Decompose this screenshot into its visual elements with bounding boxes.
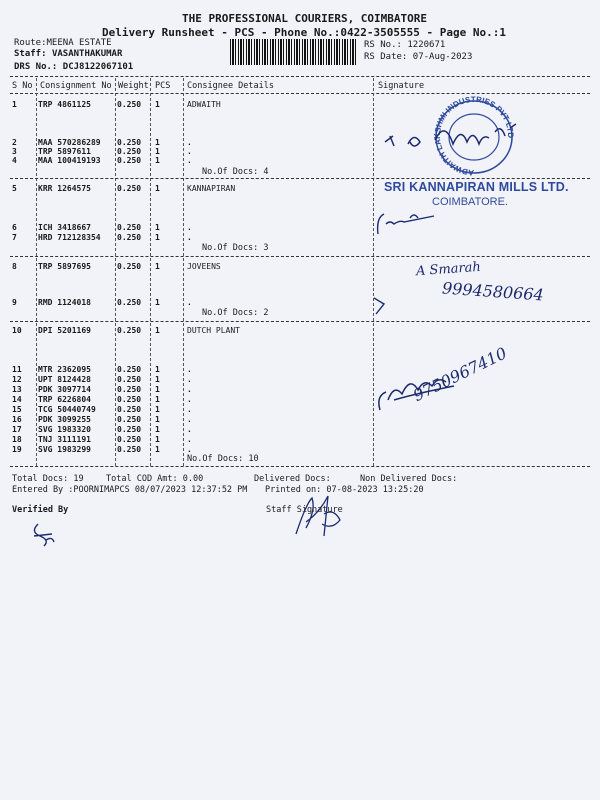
table-row-consignment: SVG 1983299 [38,445,91,454]
table-row-weight: 0.250 [117,262,142,271]
table-row-weight: 0.250 [117,435,142,444]
group-separator [10,321,590,322]
table-row-mark: . [187,425,192,434]
staff-line [14,49,122,59]
route-label: Route: [14,38,47,48]
rs-no-value: 1220671 [407,40,446,50]
docs-count: No.Of Docs: 3 [202,243,269,253]
table-row-pcs: 1 [155,223,160,232]
table-row-pcs: 1 [155,365,160,374]
table-row-weight: 0.250 [117,375,142,384]
table-row-pcs: 1 [155,425,160,434]
table-row-consignment: TRP 5897695 [38,262,91,271]
table-row-mark: . [187,405,192,414]
table-row-mark: . [187,147,192,156]
table-row-mark: . [187,156,192,165]
table-row-consignment: UPT 8124428 [38,375,91,384]
docs-count: No.Of Docs: 2 [202,308,269,318]
staff-value: VASANTHAKUMAR [51,49,123,59]
printed-on: Printed on: 07-08-2023 13:25:20 [265,485,424,495]
table-row-sno: 10 [12,326,22,335]
table-row-pcs: 1 [155,138,160,147]
col-consignment: Consignment No [40,81,112,91]
table-row-weight: 0.250 [117,415,142,424]
rs-date-line [364,52,472,62]
table-row-consignment: MAA 100419193 [38,156,101,165]
handwritten-phone-dutch-plant: 9750967410 [410,343,510,406]
entered-by: Entered By :POORNIMAPCS 08/07/2023 12:37:52 PM [12,485,248,495]
rs-no-label: RS No.: [364,40,402,50]
table-row-mark: . [187,445,192,454]
table-row-mark: . [187,395,192,404]
table-row-weight: 0.250 [117,147,142,156]
total-docs: Total Docs: 19 [12,474,84,484]
barcode [230,39,356,65]
table-row-weight: 0.250 [117,100,142,109]
kannapiran-stamp-line1: SRI KANNAPIRAN MILLS LTD. [384,180,569,194]
table-row-pcs: 1 [155,385,160,394]
table-row-sno: 14 [12,395,22,404]
table-row-sno: 6 [12,223,17,232]
table-row-sno: 18 [12,435,22,444]
route-value: MEENA ESTATE [46,38,112,48]
consignee-name: DUTCH PLANT [187,326,240,335]
table-row-weight: 0.250 [117,326,142,335]
consignee-name: KANNAPIRAN [187,184,236,193]
group-separator [10,256,590,257]
handwritten-name-joveens: A Smarah [415,259,482,280]
kannapiran-stamp-line2: COIMBATORE. [432,196,508,208]
route-line [14,38,112,48]
table-row-consignment: MAA 570286289 [38,138,101,147]
table-row-pcs: 1 [155,415,160,424]
verified-signature [30,518,60,548]
table-row-sno: 8 [12,262,17,271]
col-sep [36,78,37,466]
col-consignee: Consignee Details [187,81,274,91]
table-row-sno: 19 [12,445,22,454]
table-row-mark: . [187,223,192,232]
table-row-mark: . [187,385,192,394]
rs-no-line [364,40,445,50]
table-row-sno: 17 [12,425,22,434]
staff-signature-label: Staff Signature [266,505,343,515]
table-row-weight: 0.250 [117,395,142,404]
table-row-weight: 0.250 [117,298,142,307]
table-row-consignment: PDK 3099255 [38,415,91,424]
table-row-consignment: DPI 5201169 [38,326,91,335]
table-row-pcs: 1 [155,395,160,404]
drs-label: DRS No.: [14,62,58,72]
runsheet-title: Delivery Runsheet - PCS - Phone No.:0422-3505555 - Page No.:1 [102,26,506,39]
table-row-pcs: 1 [155,326,160,335]
col-sep [183,78,184,466]
table-row-mark: . [187,365,192,374]
table-row-mark: . [187,435,192,444]
table-row-sno: 11 [12,365,22,374]
drs-line [14,62,133,72]
col-weight: Weight [118,81,149,91]
col-sno: S No [12,81,33,91]
rule-header [10,93,590,94]
table-row-weight: 0.250 [117,365,142,374]
table-row-consignment: TRP 5897611 [38,147,91,156]
docs-count: No.Of Docs: 4 [202,167,269,177]
staff-label: Staff: [14,49,47,59]
signature-joveens [370,290,400,320]
total-cod: Total COD Amt: 0.00 [106,474,204,484]
table-row-mark: . [187,375,192,384]
table-row-weight: 0.250 [117,445,142,454]
table-row-pcs: 1 [155,156,160,165]
non-delivered-docs: Non Delivered Docs: [360,474,458,484]
signature-kannapiran [376,200,466,240]
staff-signature-mark [292,494,352,540]
table-row-sno: 16 [12,415,22,424]
table-row-consignment: MTR 2362095 [38,365,91,374]
company-title: THE PROFESSIONAL COURIERS, COIMBATORE [182,12,428,25]
seal-ring-text: ADWAITH LAKSHMI INDUSTRIES PVT LTD [433,96,516,178]
table-row-weight: 0.250 [117,138,142,147]
table-row-sno: 2 [12,138,17,147]
table-row-weight: 0.250 [117,233,142,242]
verified-by-label: Verified By [12,505,69,515]
table-row-consignment: TNJ 3111191 [38,435,91,444]
table-row-mark: . [187,233,192,242]
group-separator [10,178,590,179]
docs-count: No.Of Docs: 10 [187,454,259,464]
table-row-pcs: 1 [155,147,160,156]
col-sep [150,78,151,466]
table-row-sno: 3 [12,147,17,156]
table-row-pcs: 1 [155,405,160,414]
table-row-consignment: TRP 4861125 [38,100,91,109]
col-pcs: PCS [155,81,171,91]
rule-bottom [10,466,590,467]
table-row-consignment: TCG 50440749 [38,405,96,414]
table-row-sno: 4 [12,156,17,165]
table-row-mark: . [187,298,192,307]
table-row-sno: 12 [12,375,22,384]
table-row-pcs: 1 [155,435,160,444]
table-row-consignment: PDK 3097714 [38,385,91,394]
table-row-pcs: 1 [155,233,160,242]
table-row-weight: 0.250 [117,156,142,165]
table-row-sno: 9 [12,298,17,307]
table-row-weight: 0.250 [117,184,142,193]
table-row-sno: 7 [12,233,17,242]
table-row-weight: 0.250 [117,385,142,394]
drs-value: DCJ8122067101 [62,62,134,72]
table-row-pcs: 1 [155,445,160,454]
table-row-consignment: KRR 1264575 [38,184,91,193]
table-row-consignment: TRP 6226804 [38,395,91,404]
table-row-sno: 15 [12,405,22,414]
col-sep [115,78,116,466]
table-row-pcs: 1 [155,100,160,109]
table-row-weight: 0.250 [117,405,142,414]
signature-adwaith [380,112,540,162]
rule-top [10,76,590,77]
table-row-pcs: 1 [155,298,160,307]
table-row-sno: 13 [12,385,22,394]
table-row-pcs: 1 [155,375,160,384]
table-row-pcs: 1 [155,262,160,271]
rs-date-value: 07-Aug-2023 [412,52,473,62]
col-signature: Signature [378,81,425,91]
table-row-consignment: RMD 1124018 [38,298,91,307]
handwritten-phone-joveens: 9994580664 [441,278,545,305]
table-row-weight: 0.250 [117,223,142,232]
table-row-consignment: HRD 712128354 [38,233,101,242]
rs-date-label: RS Date: [364,52,408,62]
table-row-consignment: ICH 3418667 [38,223,91,232]
table-row-consignment: SVG 1983320 [38,425,91,434]
delivered-docs: Delivered Docs: [254,474,331,484]
table-row-pcs: 1 [155,184,160,193]
table-row-mark: . [187,415,192,424]
table-row-sno: 5 [12,184,17,193]
table-row-weight: 0.250 [117,425,142,434]
table-row-sno: 1 [12,100,17,109]
consignee-name: ADWAITH [187,100,221,109]
consignee-name: JOVEENS [187,262,221,271]
table-row-mark: . [187,138,192,147]
